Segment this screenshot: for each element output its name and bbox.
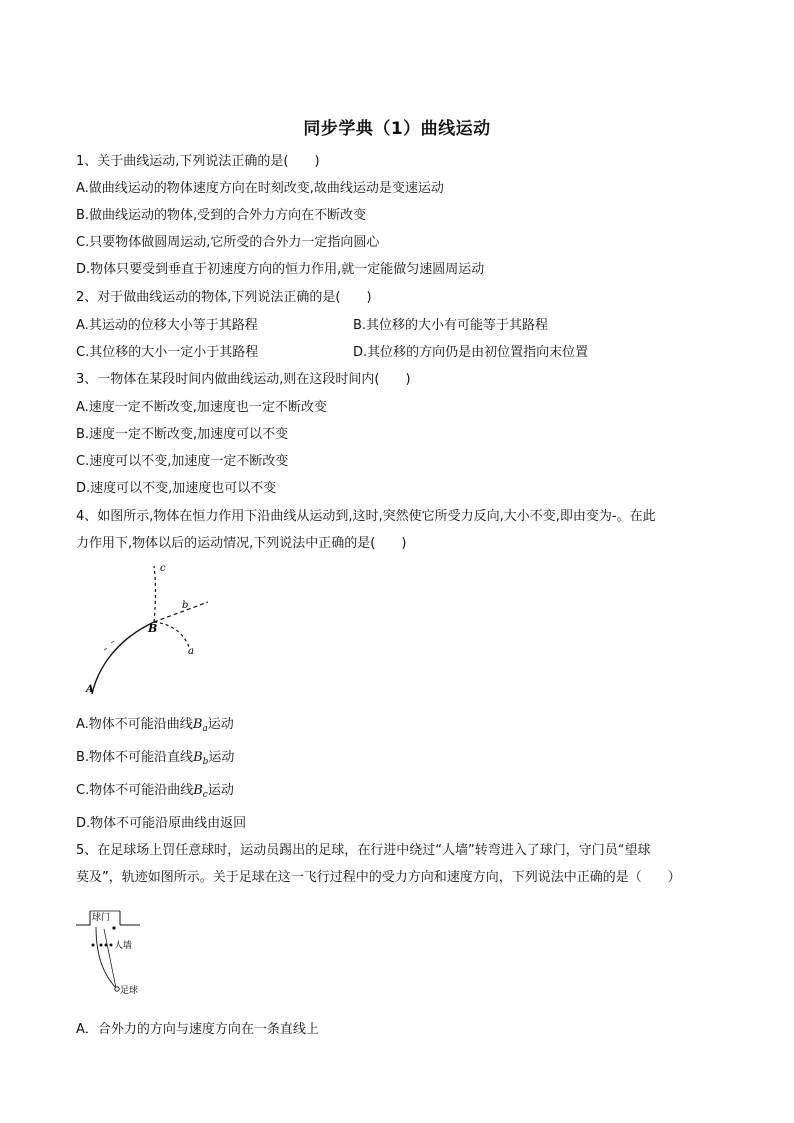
q2-stem: 2、对于做曲线运动的物体,下列说法正确的是( ) — [76, 290, 372, 305]
fig-label-B: B — [148, 622, 158, 635]
q1-option-c: C.只要物体做圆周运动,它所受的合外力一定指向圆心 — [76, 235, 380, 250]
fig-label-goal: 球门 — [92, 913, 111, 923]
q3-option-b: B.速度一定不断改变,加速度可以不变 — [76, 427, 289, 442]
q3-option-c: C.速度可以不变,加速度一定不断改变 — [76, 454, 289, 469]
q1-stem: 1、关于曲线运动,下列说法正确的是( ) — [76, 154, 320, 169]
fig-label-wall: 人墙 — [114, 941, 133, 951]
q2-option-b: B.其位移的大小有可能等于其路程 — [353, 318, 549, 333]
q4-option-b: B.物体不可能沿直线$B_b$运动 — [76, 750, 235, 767]
fig-label-a: a — [188, 646, 194, 657]
q1-option-b: B.做曲线运动的物体,受到的合外力方向在不断改变 — [76, 208, 367, 223]
q2-option-d: D.其位移的方向仍是由初位置指向末位置 — [353, 345, 589, 360]
q3-stem: 3、一物体在某段时间内做曲线运动,则在这段时间内( ) — [76, 372, 411, 387]
q1-option-d: D.物体只要受到垂直于初速度方向的恒力作用,就一定能做匀速圆周运动 — [76, 262, 485, 277]
q4-option-c: C.物体不可能沿曲线$B_c$运动 — [76, 783, 234, 800]
q5-option-a: A．合外力的方向与速度方向在一条直线上 — [76, 1022, 319, 1037]
q4-option-d: D.物体不可能沿原曲线由返回 — [76, 816, 247, 831]
q2-option-c: C.其位移的大小一定小于其路程 — [76, 345, 259, 360]
page-title: 同步学典（1）曲线运动 — [303, 119, 491, 139]
q2-option-a: A.其运动的位移大小等于其路程 — [76, 318, 258, 333]
q4-trajectory-figure — [84, 560, 214, 700]
q4-stem-line1: 4、如图所示,物体在恒力作用下沿曲线从运动到,这时,突然使它所受力反向,大小不变,即由变为-。在此 — [76, 509, 656, 524]
q3-option-d: D.速度可以不变,加速度也可以不变 — [76, 481, 277, 496]
q3-option-a: A.速度一定不断改变,加速度也一定不断改变 — [76, 400, 327, 415]
fig-label-A: A — [86, 684, 94, 695]
q5-stem-line1: 5、在足球场上罚任意球时，运动员踢出的足球，在行进中绕过“人墙”转弯进入了球门，守门员“望球 — [76, 843, 651, 858]
q4-option-a: A.物体不可能沿曲线$B_a$运动 — [76, 717, 234, 734]
fig-label-b: b — [182, 600, 189, 611]
q5-stem-line2: 莫及”，轨迹如图所示。关于足球在这一飞行过程中的受力方向和速度方向，下列说法中正确的是（ ） — [76, 870, 681, 885]
fig-label-ball: 足球 — [120, 986, 139, 996]
q1-option-a: A.做曲线运动的物体速度方向在时刻改变,故曲线运动是变速运动 — [76, 181, 444, 196]
q4-stem-line2: 力作用下,物体以后的运动情况,下列说法中正确的是( ) — [76, 536, 407, 551]
fig-label-c: c — [160, 563, 166, 574]
q5-football-figure — [74, 905, 164, 1000]
